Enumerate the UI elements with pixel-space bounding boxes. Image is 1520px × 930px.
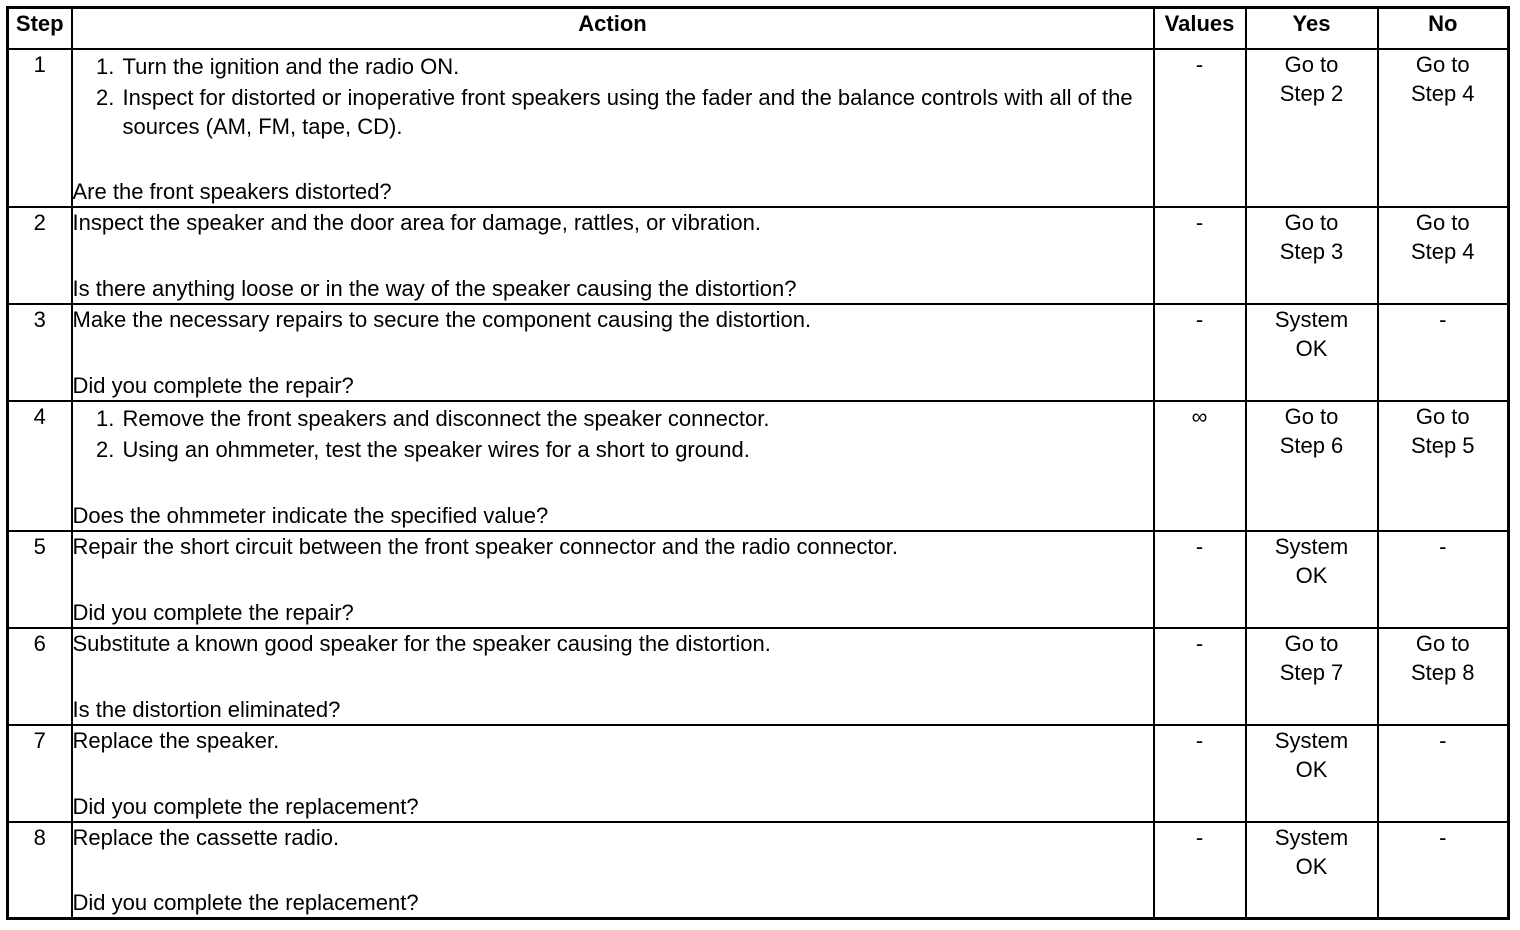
action-step-item: 1. Remove the front speakers and disconnect the speaker connector. — [121, 404, 1153, 433]
action-cell — [72, 822, 1154, 919]
yes-cell — [1246, 725, 1378, 822]
no-line: - — [1439, 534, 1447, 559]
action-cell — [72, 401, 1154, 531]
yes-cell — [1246, 304, 1378, 401]
yes-line: OK — [1295, 563, 1328, 588]
yes-line: System — [1274, 728, 1349, 753]
yes-line: Go to — [1284, 631, 1339, 656]
action-step-item: 1. Turn the ignition and the radio ON. — [121, 52, 1153, 81]
diagnostic-table — [6, 6, 1510, 920]
header-step: Step — [8, 8, 72, 50]
table-row — [8, 628, 1509, 725]
header-row — [8, 8, 1509, 50]
yes-cell — [1246, 822, 1378, 919]
yes-cell — [1246, 628, 1378, 725]
yes-line: Step 2 — [1279, 81, 1344, 106]
no-line: Step 4 — [1410, 81, 1475, 106]
step-number: 4 — [8, 401, 72, 531]
step-number: 2 — [8, 207, 72, 304]
no-line: Step 8 — [1410, 660, 1475, 685]
value-cell: - — [1154, 725, 1246, 822]
action-step-item: 2. Inspect for distorted or inoperative front speakers using the fader and the balance controls with all of the sources (AM, FM, tape, CD). — [121, 83, 1153, 141]
value-cell: - — [1154, 628, 1246, 725]
action-cell — [72, 531, 1154, 628]
action-question: Did you complete the repair? — [72, 373, 354, 398]
value-cell: - — [1154, 304, 1246, 401]
table-row — [8, 822, 1509, 919]
action-instruction: Substitute a known good speaker for the speaker causing the distortion. — [72, 631, 771, 656]
no-cell — [1378, 628, 1509, 725]
no-cell — [1378, 49, 1509, 207]
no-cell — [1378, 207, 1509, 304]
yes-line: Step 6 — [1279, 433, 1344, 458]
table-row — [8, 725, 1509, 822]
no-cell — [1378, 725, 1509, 822]
yes-line: Go to — [1284, 52, 1339, 77]
step-number: 3 — [8, 304, 72, 401]
no-line: Go to — [1415, 631, 1470, 656]
yes-line: Step 3 — [1279, 239, 1344, 264]
action-cell — [72, 628, 1154, 725]
no-cell — [1378, 401, 1509, 531]
yes-cell — [1246, 401, 1378, 531]
action-cell — [72, 304, 1154, 401]
yes-line: System — [1274, 534, 1349, 559]
action-instruction: Replace the cassette radio. — [72, 825, 340, 850]
yes-cell — [1246, 49, 1378, 207]
table-row — [8, 49, 1509, 207]
action-instruction: Make the necessary repairs to secure the component causing the distortion. — [72, 307, 812, 332]
no-line: Go to — [1415, 52, 1470, 77]
yes-cell — [1246, 531, 1378, 628]
action-question: Did you complete the replacement? — [72, 794, 419, 819]
yes-line: Go to — [1284, 210, 1339, 235]
action-steps — [73, 50, 1153, 143]
header-yes: Yes — [1246, 8, 1378, 50]
no-line: - — [1439, 728, 1447, 753]
yes-line: Go to — [1284, 404, 1339, 429]
no-cell — [1378, 822, 1509, 919]
yes-line: System — [1274, 307, 1349, 332]
yes-line: OK — [1295, 757, 1328, 782]
no-line: - — [1439, 825, 1447, 850]
action-question: Does the ohmmeter indicate the specified value? — [72, 503, 549, 528]
step-number: 1 — [8, 49, 72, 207]
no-cell — [1378, 304, 1509, 401]
table-row — [8, 207, 1509, 304]
action-instruction: Replace the speaker. — [72, 728, 280, 753]
value-cell: - — [1154, 49, 1246, 207]
no-line: Step 4 — [1410, 239, 1475, 264]
action-question: Did you complete the replacement? — [72, 890, 419, 915]
action-question: Is there anything loose or in the way of the speaker causing the distortion? — [72, 276, 797, 301]
no-cell — [1378, 531, 1509, 628]
action-instruction: Inspect the speaker and the door area for damage, rattles, or vibration. — [72, 210, 762, 235]
step-number: 6 — [8, 628, 72, 725]
no-line: Go to — [1415, 404, 1470, 429]
action-question: Are the front speakers distorted? — [72, 179, 392, 204]
no-line: - — [1439, 307, 1447, 332]
action-steps — [73, 402, 1153, 466]
action-cell — [72, 49, 1154, 207]
yes-line: Step 7 — [1279, 660, 1344, 685]
header-no: No — [1378, 8, 1509, 50]
table-row — [8, 401, 1509, 531]
header-action: Action — [72, 8, 1154, 50]
no-line: Go to — [1415, 210, 1470, 235]
no-line: Step 5 — [1410, 433, 1475, 458]
value-cell: - — [1154, 207, 1246, 304]
action-question: Is the distortion eliminated? — [72, 697, 341, 722]
action-question: Did you complete the repair? — [72, 600, 354, 625]
yes-line: System — [1274, 825, 1349, 850]
step-number: 5 — [8, 531, 72, 628]
header-values: Values — [1154, 8, 1246, 50]
action-step-item: 2. Using an ohmmeter, test the speaker wires for a short to ground. — [121, 435, 1153, 464]
action-cell — [72, 207, 1154, 304]
step-number: 8 — [8, 822, 72, 919]
value-cell: - — [1154, 822, 1246, 919]
action-cell — [72, 725, 1154, 822]
yes-cell — [1246, 207, 1378, 304]
action-instruction: Repair the short circuit between the front speaker connector and the radio connector. — [72, 534, 898, 559]
step-number: 7 — [8, 725, 72, 822]
yes-line: OK — [1295, 336, 1328, 361]
value-cell: ∞ — [1154, 401, 1246, 531]
table-row — [8, 304, 1509, 401]
yes-line: OK — [1295, 854, 1328, 879]
value-cell: - — [1154, 531, 1246, 628]
table-row — [8, 531, 1509, 628]
